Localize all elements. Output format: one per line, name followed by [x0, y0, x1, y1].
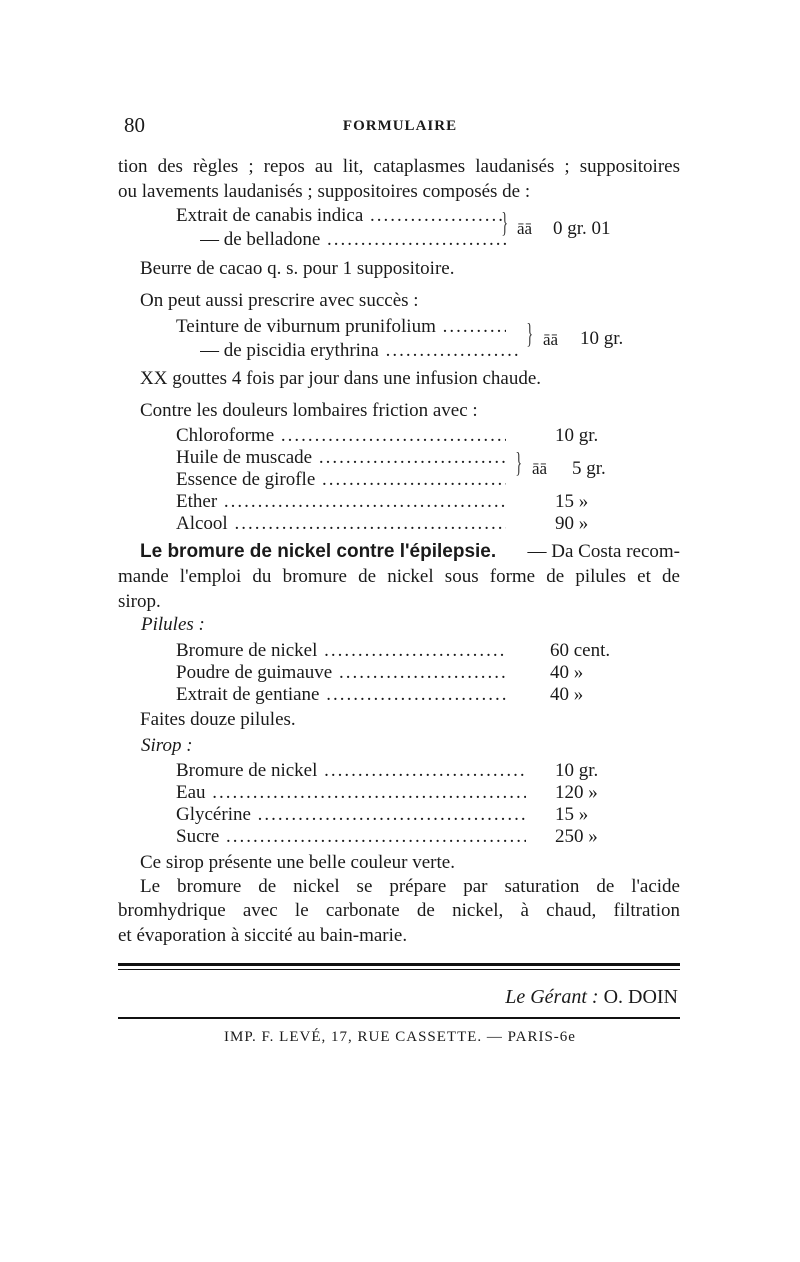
brace: }: [515, 448, 523, 479]
quantity: 40 »: [550, 684, 584, 705]
paragraph-text: — Da Costa recom-: [527, 541, 680, 562]
printer-imprint: IMP. F. LEVÉ, 17, RUE CASSETTE. — PARIS-6e: [224, 1029, 576, 1045]
ingredient: Alcool .....: [176, 513, 506, 535]
quantity: 10 gr.: [555, 425, 599, 446]
dose: 0 gr. 01: [553, 218, 611, 239]
formula-note: Beurre de cacao q. s. pour 1 suppositoire.: [140, 258, 455, 279]
ingredient: Bromure de nickel .....: [176, 760, 526, 782]
ingredient: Huile de muscade .....: [176, 447, 506, 469]
aa-marker: āā: [517, 219, 533, 238]
quantity: 10 gr.: [555, 760, 599, 781]
gerant-label: Le Gérant :: [505, 986, 599, 1008]
paragraph-line: bromhydrique avec le carbonate de nickel, à chaud, filtration: [118, 900, 680, 921]
subheading-sirop: Sirop :: [141, 735, 193, 756]
dose: 5 gr.: [572, 458, 606, 479]
quantity: 15 »: [555, 804, 589, 825]
paragraph-line: sirop.: [118, 591, 161, 612]
paragraph-line: et évaporation à siccité au bain-marie.: [118, 925, 408, 946]
aa-marker: āā: [543, 330, 559, 349]
paragraph-line: tion des règles ; repos au lit, cataplasmes laudanisés ; suppositoires: [118, 156, 680, 177]
section-first-line: [140, 541, 680, 563]
ingredient: Ether .....: [176, 491, 506, 513]
dose: 10 gr.: [580, 328, 624, 349]
ingredient: Eau .....: [176, 782, 526, 804]
quantity: 60 cent.: [550, 640, 611, 661]
quantity: 90 »: [555, 513, 589, 534]
gerant-name: O. DOIN: [603, 986, 678, 1008]
ingredient: Teinture de viburnum prunifolium .....: [176, 316, 506, 338]
divider-rule: [118, 1017, 680, 1019]
formula-note: Faites douze pilules.: [140, 709, 296, 730]
section-title: Le bromure de nickel contre l'épilepsie.: [140, 541, 497, 562]
gerant-line: [505, 986, 678, 1009]
paragraph-line: Le bromure de nickel se prépare par saturation de l'acide: [140, 876, 680, 897]
brace: }: [526, 319, 534, 350]
ingredient: Chloroforme .....: [176, 425, 506, 447]
aa-marker: āā: [532, 459, 548, 478]
ingredient: Extrait de canabis indica .....: [176, 205, 506, 227]
running-title: FORMULAIRE: [342, 118, 458, 134]
divider-rule: [118, 969, 680, 970]
quantity: 250 »: [555, 826, 598, 847]
ingredient: Poudre de guimauve .....: [176, 662, 506, 684]
quantity: 40 »: [550, 662, 584, 683]
paragraph-line: ou lavements laudanisés ; suppositoires composés de :: [118, 181, 531, 202]
quantity: 120 »: [555, 782, 598, 803]
divider-rule: [118, 963, 680, 966]
paragraph-line: mande l'emploi du bromure de nickel sous forme de pilules et de: [118, 566, 680, 587]
formula-note: XX gouttes 4 fois par jour dans une infusion chaude.: [140, 368, 542, 389]
ingredient: Extrait de gentiane .....: [176, 684, 506, 706]
ingredient: — de piscidia erythrina .....: [200, 340, 520, 362]
quantity: 15 »: [555, 491, 589, 512]
ingredient: Sucre .....: [176, 826, 526, 848]
ingredient: — de belladone .....: [200, 229, 506, 251]
paragraph-line: On peut aussi prescrire avec succès :: [140, 290, 419, 311]
brace: }: [501, 208, 509, 239]
formula-note: Ce sirop présente une belle couleur verte.: [140, 852, 455, 873]
ingredient: Essence de girofle .....: [176, 469, 506, 491]
ingredient: Bromure de nickel .....: [176, 640, 506, 662]
page-number: 80: [124, 113, 145, 137]
ingredient: Glycérine .....: [176, 804, 526, 826]
subheading-pilules: Pilules :: [141, 614, 205, 635]
paragraph-line: Contre les douleurs lombaires friction avec :: [140, 400, 478, 421]
